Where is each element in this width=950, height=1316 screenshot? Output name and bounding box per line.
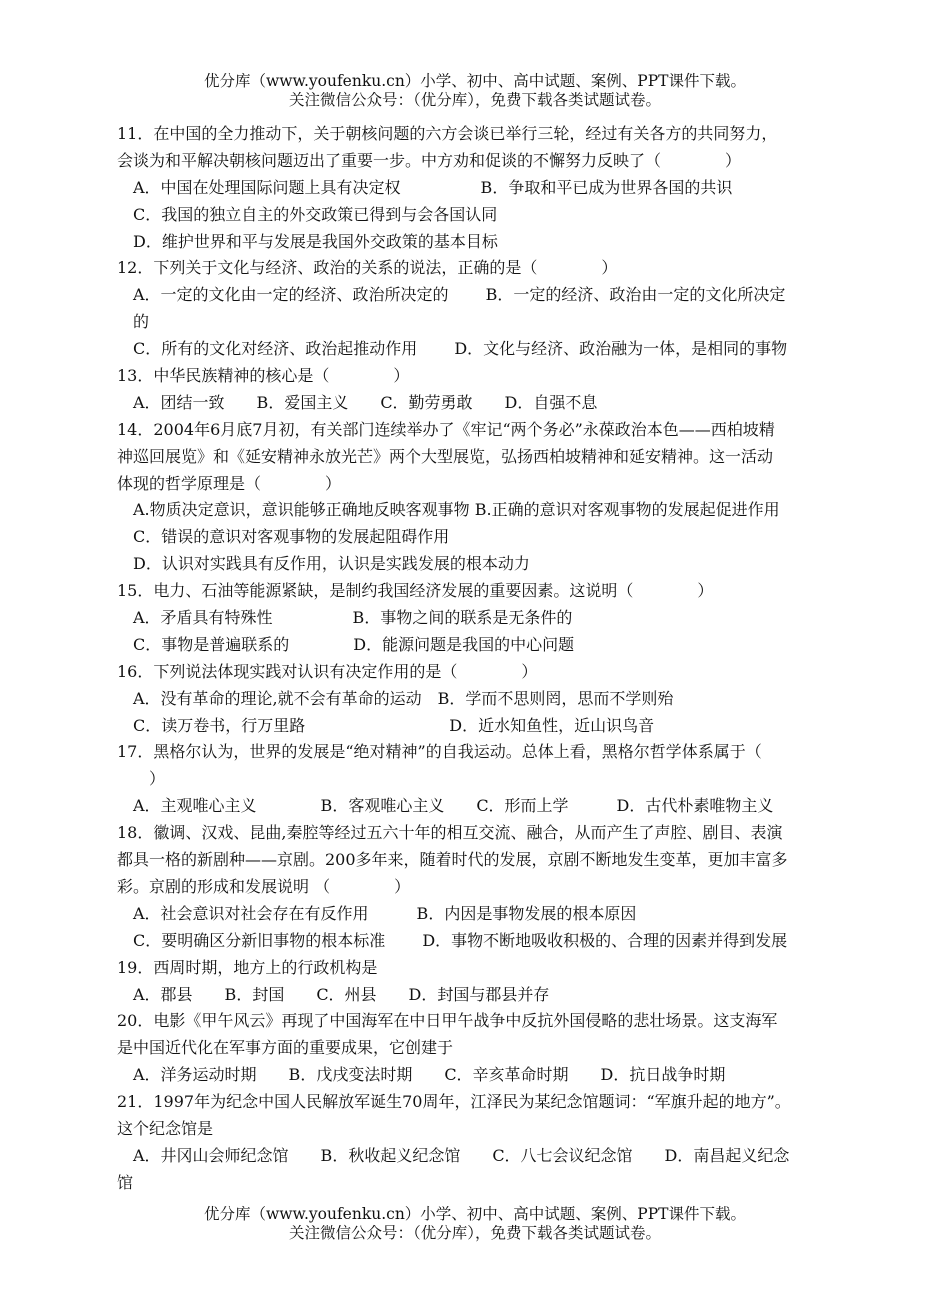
text-line: D．认识对实践具有反作用，认识是实践发展的根本动力 <box>117 554 530 574</box>
text-line: C．我国的独立自主的外交政策已得到与会各国认同 <box>117 204 498 224</box>
page-footer <box>0 1205 950 1243</box>
text-line: C．要明确区分新旧事物的根本标准 D．事物不断地吸收积极的、合理的因素并得到发展 <box>117 930 788 950</box>
header-line-2: 关注微信公众号：（优分库），免费下载各类试题试卷。 <box>288 91 661 109</box>
text-line: A．主观唯心主义 B．客观唯心主义 C．形而上学 D．古代朴素唯物主义 <box>117 796 774 816</box>
text-line: A．没有革命的理论,就不会有革命的运动 B．学而不思则罔，思而不学则殆 <box>117 688 674 708</box>
text-line: D．维护世界和平与发展是我国外交政策的基本目标 <box>117 231 498 251</box>
text-line: C．错误的意识对客观事物的发展起阻碍作用 <box>117 527 450 547</box>
text-line: 12．下列关于文化与经济、政治的关系的说法，正确的是（ ） <box>117 258 618 278</box>
text-line: A．一定的文化由一定的经济、政治所决定的 B．一定的经济、政治由一定的文化所决定 <box>117 285 786 305</box>
page-header <box>0 72 950 110</box>
text-line: 是中国近代化在军事方面的重要成果，它创建于 <box>117 1038 454 1058</box>
text-line: A．社会意识对社会存在有反作用 B．内因是事物发展的根本原因 <box>117 903 637 923</box>
text-line: 15．电力、石油等能源紧缺，是制约我国经济发展的重要因素。这说明（ ） <box>117 581 714 601</box>
text-line: A．洋务运动时期 B．戊戌变法时期 C．辛亥革命时期 D．抗日战争时期 <box>117 1065 726 1085</box>
text-line: A．郡县 B．封国 C．州县 D．封国与郡县并存 <box>117 984 550 1004</box>
text-line: ） <box>117 769 166 789</box>
text-line: 这个纪念馆是 <box>117 1118 214 1138</box>
footer-line-1: 优分库（www.youfenku.cn）小学、初中、高中试题、案例、PPT课件下载。 <box>203 1205 747 1223</box>
text-line: A．中国在处理国际问题上具有决定权 B．争取和平已成为世界各国的共识 <box>117 177 733 197</box>
text-line: C．读万卷书，行万里路 D．近水知鱼性，近山识鸟音 <box>117 715 655 735</box>
text-line: 20．电影《甲午风云》再现了中国海军在中日甲午战争中反抗外国侵略的悲壮场景。这支海军 <box>117 1011 778 1031</box>
text-line: 都具一格的新剧种——京剧。200多年来，随着时代的发展，京剧不断地发生变革，更加丰富多 <box>117 850 788 870</box>
text-line: 的 <box>117 312 150 332</box>
text-line: 会谈为和平解决朝核问题迈出了重要一步。中方劝和促谈的不懈努力反映了（ ） <box>117 150 742 170</box>
text-line: 17．黑格尔认为，世界的发展是“绝对精神”的自我运动。总体上看，黑格尔哲学体系属于（ <box>117 742 762 762</box>
text-line: A．矛盾具有特殊性 B．事物之间的联系是无条件的 <box>117 608 573 628</box>
text-line: 彩。京剧的形成和发展说明 （ ） <box>117 876 411 896</box>
header-line-1: 优分库（www.youfenku.cn）小学、初中、高中试题、案例、PPT课件下载。 <box>203 72 747 90</box>
text-line: 馆 <box>117 1172 134 1192</box>
text-line: 14．2004年6月底7月初，有关部门连续举办了《牢记“两个务必”永葆政治本色——西柏坡精 <box>117 419 775 439</box>
text-line: 19．西周时期，地方上的行政机构是 <box>117 957 378 977</box>
text-line: A.物质决定意识，意识能够正确地反映客观事物 B.正确的意识对客观事物的发展起促进作用 <box>117 500 780 520</box>
text-line: 体现的哲学原理是（ ） <box>117 473 342 493</box>
question-body <box>117 121 857 1197</box>
footer-line-2: 关注微信公众号：（优分库），免费下载各类试题试卷。 <box>288 1224 661 1242</box>
text-line: 神巡回展览》和《延安精神永放光芒》两个大型展览，弘扬西柏坡精神和延安精神。这一活动 <box>117 446 774 466</box>
text-line: A．井冈山会师纪念馆 B．秋收起义纪念馆 C．八七会议纪念馆 D．南昌起义纪念 <box>117 1145 790 1165</box>
text-line: A．团结一致 B．爱国主义 C．勤劳勇敢 D．自强不息 <box>117 392 598 412</box>
text-line: C．事物是普遍联系的 D．能源问题是我国的中心问题 <box>117 634 575 654</box>
text-line: 11．在中国的全力推动下，关于朝核问题的六方会谈已举行三轮，经过有关各方的共同努力， <box>117 124 778 143</box>
text-line: 21．1997年为纪念中国人民解放军诞生70周年，江泽民为某纪念馆题词：“军旗升起的地方”。 <box>117 1092 791 1112</box>
text-line: 18．徽调、汉戏、昆曲,秦腔等经过五六十年的相互交流、融合，从而产生了声腔、剧目、表演 <box>117 823 783 843</box>
text-line: C．所有的文化对经济、政治起推动作用 D．文化与经济、政治融为一体，是相同的事物 <box>117 339 788 359</box>
text-line: 16．下列说法体现实践对认识有决定作用的是（ ） <box>117 661 538 681</box>
text-line: 13．中华民族精神的核心是（ ） <box>117 366 410 386</box>
